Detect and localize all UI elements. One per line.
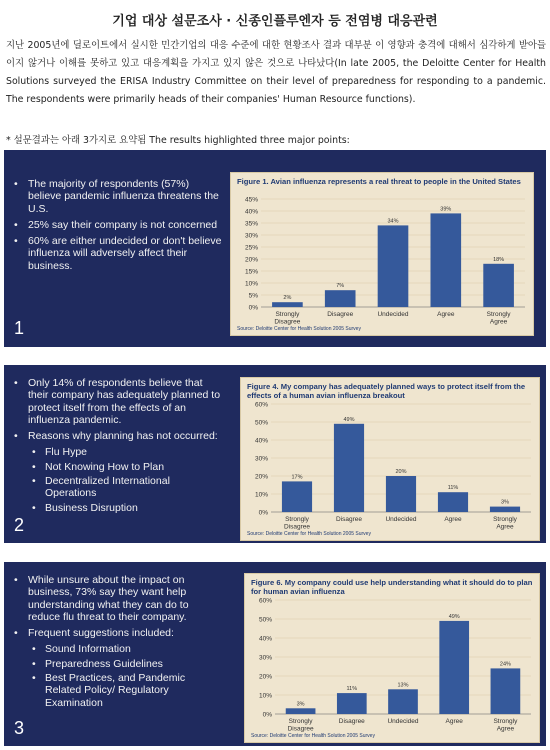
data-label: 13% [397, 682, 409, 689]
bar [490, 507, 520, 512]
bullet-item: • 60% are either undecided or don't believe influenza will adversely affect their business. [12, 235, 222, 272]
y-tick-label: 50% [254, 419, 268, 427]
data-label: 11% [447, 485, 459, 492]
x-tick-label: Strongly Disagree [287, 718, 314, 733]
data-label: 7% [336, 283, 345, 290]
y-tick-label: 45% [244, 196, 258, 204]
bar [483, 264, 514, 307]
sub-bullet-item: • Flu Hype [12, 446, 222, 458]
data-label: 17% [291, 474, 303, 481]
data-label: 18% [493, 256, 505, 263]
x-tick-label: Agree [437, 311, 455, 318]
data-label: 49% [448, 613, 460, 620]
chart-box-3 [244, 573, 540, 743]
bar-chart-3 [245, 574, 539, 742]
y-tick-label: 40% [258, 635, 272, 643]
panel-number: 3 [14, 718, 25, 738]
y-tick-label: 0% [248, 304, 258, 312]
sub-bullet-item: • Business Disruption [12, 502, 222, 514]
bar-chart-2 [241, 378, 539, 540]
x-tick-label: Agree [444, 516, 462, 523]
bar [272, 302, 303, 307]
y-tick-label: 20% [244, 256, 258, 264]
data-label: 2% [283, 295, 292, 302]
y-tick-label: 10% [254, 491, 268, 499]
chart-title: Figure 6. My company could use help understanding what it should do to plan for human avian influenza [251, 578, 533, 596]
bar-chart-1 [231, 173, 533, 335]
y-tick-label: 20% [254, 473, 268, 481]
sub-bullet-item: • Preparedness Guidelines [12, 658, 222, 670]
y-tick-label: 60% [254, 401, 268, 409]
bullet-item: • Reasons why planning has not occurred: [12, 430, 222, 442]
y-tick-label: 40% [254, 437, 268, 445]
bullet-list-2 [12, 377, 222, 516]
bar [282, 481, 312, 512]
y-tick-label: 10% [244, 280, 258, 288]
bar [388, 689, 418, 714]
y-tick-label: 20% [258, 673, 272, 681]
bar [286, 708, 316, 714]
y-tick-label: 0% [262, 711, 272, 719]
bar [378, 225, 409, 307]
y-tick-label: 50% [258, 616, 272, 624]
data-label: 3% [501, 499, 509, 506]
bar [386, 476, 416, 512]
bullet-list-1 [12, 178, 222, 276]
chart-title: Figure 1. Avian influenza represents a real threat to people in the United States [237, 177, 521, 186]
x-tick-label: Strongly Disagree [283, 516, 311, 531]
data-label: 24% [499, 661, 511, 668]
x-tick-label: Disagree [338, 718, 365, 725]
bullet-item: • The majority of respondents (57%) believe pandemic influenza threatens the U.S. [12, 178, 222, 215]
bar [337, 693, 367, 714]
bullet-item: • Only 14% of respondents believe that their company has adequately planned to protect itself from the effects of an influenza pandemic. [12, 377, 222, 426]
bar [438, 492, 468, 512]
x-tick-label: Strongly Agree [493, 718, 518, 733]
chart-title: Figure 4. My company has adequately planned ways to protect itself from the effects of a human avian influenza breakout [247, 382, 526, 400]
sub-bullet-item: • Not Knowing How to Plan [12, 461, 222, 473]
y-tick-label: 30% [254, 455, 268, 463]
chart-box-1 [230, 172, 534, 336]
y-tick-label: 30% [258, 654, 272, 662]
sub-bullet-item: • Decentralized International Operations [12, 475, 222, 500]
y-tick-label: 5% [248, 292, 258, 300]
chart-source: Source: Deloitte Center for Health Solution 2005 Survey [247, 531, 371, 537]
y-tick-label: 25% [244, 244, 258, 252]
y-tick-label: 40% [244, 208, 258, 216]
survey-panel-1 [4, 150, 546, 347]
panel-number: 1 [14, 318, 25, 338]
page-title: 기업 대상 설문조사 · 신종인플루엔자 등 전염병 대응관련 [112, 14, 438, 29]
bar [334, 424, 364, 512]
x-tick-label: Undecided [385, 516, 417, 523]
x-tick-label: Undecided [377, 311, 409, 318]
data-label: 49% [343, 416, 355, 423]
x-tick-label: Undecided [387, 718, 419, 725]
x-tick-label: Disagree [327, 311, 354, 318]
x-tick-label: Disagree [335, 516, 363, 523]
chart-box-2 [240, 377, 540, 541]
bar [430, 213, 461, 307]
y-tick-label: 35% [244, 220, 258, 228]
data-label: 34% [387, 218, 399, 225]
intro-paragraph: 지난 2005년에 딜로이트에서 실시한 민간기업의 대응 수준에 대한 현황조사 결과 대부분 이 영향과 충격에 대해서 심각하게 받아들이지 않거나 이해를 못하고 있고 대응계획을 가지고 있지 않은 것으로 나타났다(In late 2005, the Deloitte Center for Health Solutions surveyed the ERISA Industry Committee on their level of preparedness for responding to a pandemic. The respondents were primarily heads of their companies' Human Resource functions). [6, 40, 546, 105]
sub-bullet-item: • Sound Information [12, 643, 222, 655]
data-label: 11% [346, 686, 358, 693]
bullet-item: • Frequent suggestions included: [12, 627, 222, 639]
y-tick-label: 30% [244, 232, 258, 240]
data-label: 20% [395, 469, 407, 475]
bar [325, 290, 356, 307]
data-label: 3% [296, 701, 305, 708]
x-tick-label: Strongly Disagree [274, 311, 301, 326]
bullet-list-3 [12, 574, 222, 711]
sub-bullet-item: • Best Practices, and Pandemic Related Policy/ Regulatory Examination [12, 672, 222, 709]
y-tick-label: 0% [258, 509, 268, 517]
survey-panel-3 [4, 562, 546, 746]
bar [491, 668, 521, 714]
x-tick-label: Agree [445, 718, 463, 725]
y-tick-label: 15% [244, 268, 258, 276]
chart-source: Source: Deloitte Center for Health Solution 2005 Survey [251, 733, 375, 739]
bullet-item: • 25% say their company is not concerned [12, 219, 222, 231]
summary-note: * 설문결과는 아래 3가지로 요약됨 The results highlighted three major points: [6, 135, 350, 146]
survey-panel-2 [4, 365, 546, 543]
y-tick-label: 60% [258, 597, 272, 605]
chart-source: Source: Deloitte Center for Health Solution 2005 Survey [237, 326, 361, 332]
x-tick-label: Strongly Agree [486, 311, 511, 326]
panel-number: 2 [14, 515, 25, 535]
x-tick-label: Strongly Agree [493, 516, 517, 531]
bullet-item: • While unsure about the impact on business, 73% say they want help understanding what they can do to reduce flu threat to their company. [12, 574, 222, 623]
bar [439, 621, 469, 714]
y-tick-label: 10% [258, 692, 272, 700]
data-label: 39% [440, 206, 452, 213]
